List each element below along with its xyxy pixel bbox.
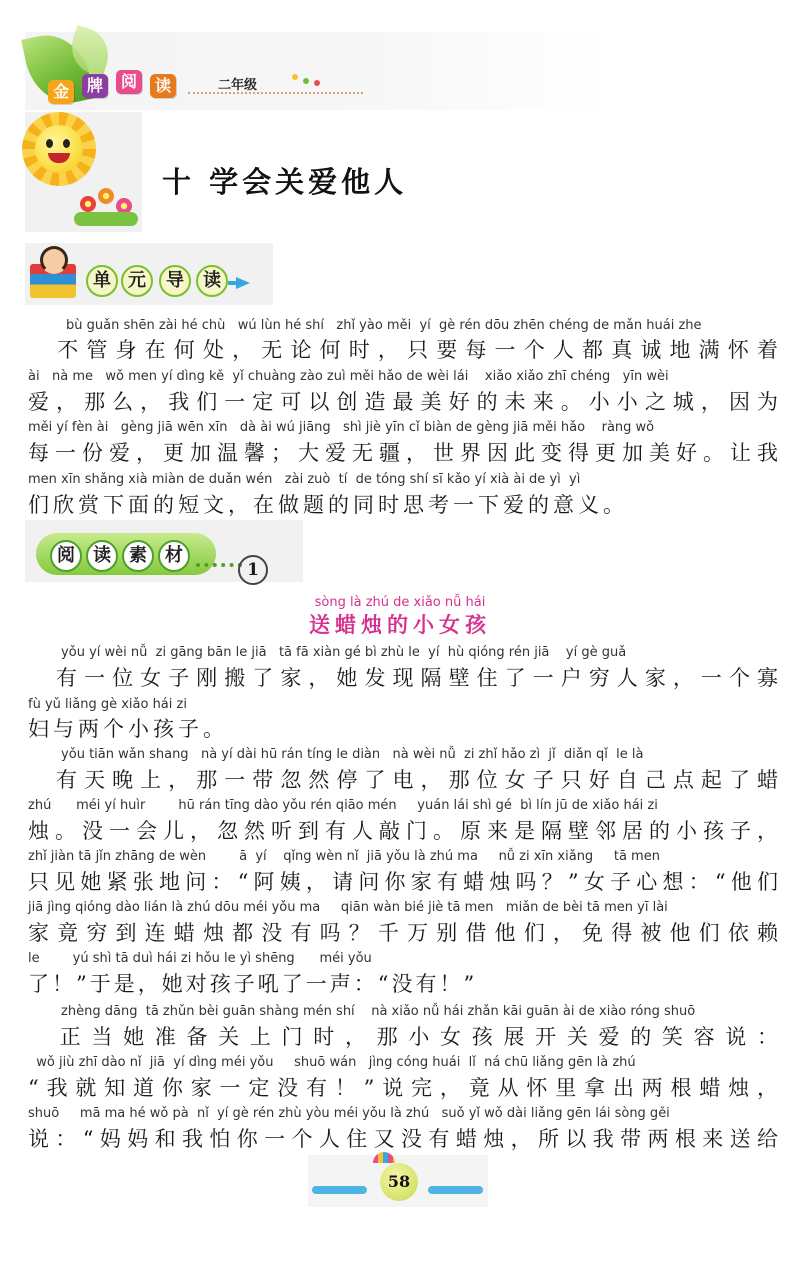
banner-char: 单 bbox=[86, 265, 118, 297]
sun-face-icon bbox=[35, 125, 83, 173]
flower-icon bbox=[80, 196, 96, 212]
grade-label: 二年级 bbox=[218, 78, 258, 93]
story-title: 送蜡烛的小女孩 bbox=[309, 613, 491, 637]
text-line: “我就知道你家一定没有！”说完，竟从怀里拿出两根蜡烛， bbox=[28, 1076, 778, 1100]
page-number: 58 bbox=[380, 1163, 418, 1201]
text-line: 家竟穷到连蜡烛都没有吗？千万别借他们，免得被他们依赖 bbox=[28, 921, 778, 945]
text-line: 正当她准备关上门时，那小女孩展开关爱的笑容说： bbox=[28, 1025, 778, 1049]
pinyin-line: yǒu tiān wǎn shang nà yí dài hū rán tíng le diàn nà wèi nǚ zi zhǐ hǎo zì jǐ diǎn qǐ le là bbox=[28, 747, 644, 762]
arrow-right-icon bbox=[236, 277, 250, 289]
grass-icon bbox=[74, 212, 138, 226]
banner-char: 元 bbox=[121, 265, 153, 297]
text-line: 有一位女子刚搬了家，她发现隔壁住了一户穷人家，一个寡 bbox=[28, 666, 778, 690]
lesson-title: 十 学会关爱他人 bbox=[162, 165, 408, 199]
banner-char: 读 bbox=[196, 265, 228, 297]
flower-icon bbox=[98, 188, 114, 204]
text-line: 有天晚上，那一带忽然停了电，那位女子只好自己点起了蜡 bbox=[28, 768, 778, 792]
logo-char: 读 bbox=[150, 74, 176, 98]
pinyin-line: men xīn shǎng xià miàn de duǎn wén zài zuò tí de tóng shí sī kǎo yí xià ài de yì yì bbox=[28, 472, 581, 487]
decor-dot bbox=[303, 78, 309, 84]
reader-child-icon bbox=[40, 246, 68, 274]
logo-char: 阅 bbox=[116, 70, 142, 94]
banner-char: 素 bbox=[122, 540, 154, 572]
banner-char: 读 bbox=[86, 540, 118, 572]
logo-char: 牌 bbox=[82, 74, 108, 98]
banner-char: 材 bbox=[158, 540, 190, 572]
wave-decoration bbox=[428, 1186, 483, 1194]
dotted-connector bbox=[196, 563, 242, 567]
series-logo bbox=[48, 70, 188, 110]
pinyin-line: měi yí fèn ài gèng jiā wēn xīn dà ài wú jiāng shì jiè yīn cǐ biàn de gèng jiā měi hǎo ràng wǒ bbox=[28, 420, 655, 435]
decor-dot bbox=[314, 80, 320, 86]
pinyin-line: zhèng dāng tā zhǔn bèi guān shàng mén shí nà xiǎo nǚ hái zhǎn kāi guān ài de xiào róng shuō bbox=[28, 1004, 696, 1019]
pinyin-line: bù guǎn shēn zài hé chù wú lùn hé shí zhǐ yào měi yí gè rén dōu zhēn chéng de mǎn huái zhe bbox=[66, 318, 702, 333]
pinyin-line: wǒ jiù zhī dào nǐ jiā yí dìng méi yǒu shuō wán jìng cóng huái lǐ ná chū liǎng gēn là zhú bbox=[28, 1055, 636, 1070]
banner-char: 导 bbox=[159, 265, 191, 297]
text-line: 烛。没一会儿，忽然听到有人敲门。原来是隔壁邻居的小孩子， bbox=[28, 819, 778, 843]
banner-char: 阅 bbox=[50, 540, 82, 572]
pinyin-line: shuō mā ma hé wǒ pà nǐ yí gè rén zhù yòu méi yǒu là zhú suǒ yǐ wǒ dài liǎng gēn lái sòng gěi bbox=[28, 1106, 670, 1121]
pinyin-line: yǒu yí wèi nǚ zi gāng bān le jiā tā fā xiàn gé bì zhù le yí hù qióng rén jiā yí gè guǎ bbox=[28, 645, 627, 660]
text-line: 了！”于是，她对孩子吼了一声：“没有！” bbox=[28, 972, 478, 996]
text-line: 们欣赏下面的短文，在做题的同时思考一下爱的意义。 bbox=[28, 493, 628, 517]
pinyin-line: ài nà me wǒ men yí dìng kě yǐ chuàng zào zuì měi hǎo de wèi lái xiǎo xiǎo zhī chéng yīn wèi bbox=[28, 369, 669, 384]
pinyin-line: zhǐ jiàn tā jǐn zhāng de wèn ā yí qǐng wèn nǐ jiā yǒu là zhú ma nǚ zi xīn xiǎng tā men bbox=[28, 849, 660, 864]
text-line: 每一份爱，更加温馨；大爱无疆，世界因此变得更加美好。让我 bbox=[28, 441, 778, 465]
text-line: 妇与两个小孩子。 bbox=[28, 717, 228, 741]
text-line: 只见她紧张地问：“阿姨，请问你家有蜡烛吗？”女子心想：“他们 bbox=[28, 870, 778, 894]
logo-char: 金 bbox=[48, 80, 74, 104]
header-divider bbox=[188, 92, 363, 94]
pinyin-line: jiā jìng qióng dào lián là zhú dōu méi yǒu ma qiān wàn bié jiè tā men miǎn de bèi tā men yī lài bbox=[28, 900, 668, 915]
story-title-pinyin: sòng là zhú de xiǎo nǚ hái bbox=[314, 595, 486, 610]
decor-dot bbox=[292, 74, 298, 80]
pinyin-line: le yú shì tā duì hái zi hǒu le yì shēng méi yǒu bbox=[28, 951, 372, 966]
text-line: 爱，那么，我们一定可以创造最美好的未来。小小之城，因为 bbox=[28, 390, 778, 414]
text-line: 说：“妈妈和我怕你一个人住又没有蜡烛，所以我带两根来送给 bbox=[28, 1127, 778, 1151]
material-number: 1 bbox=[238, 555, 268, 585]
pinyin-line: fù yǔ liǎng gè xiǎo hái zi bbox=[28, 697, 187, 712]
text-line: 不管身在何处，无论何时，只要每一个人都真诚地满怀着 bbox=[28, 338, 778, 362]
pinyin-line: zhú méi yí huìr hū rán tīng dào yǒu rén qiāo mén yuán lái shì gé bì lín jū de xiǎo hái zi bbox=[28, 798, 658, 813]
umbrella-icon bbox=[373, 1152, 395, 1163]
wave-decoration bbox=[312, 1186, 367, 1194]
